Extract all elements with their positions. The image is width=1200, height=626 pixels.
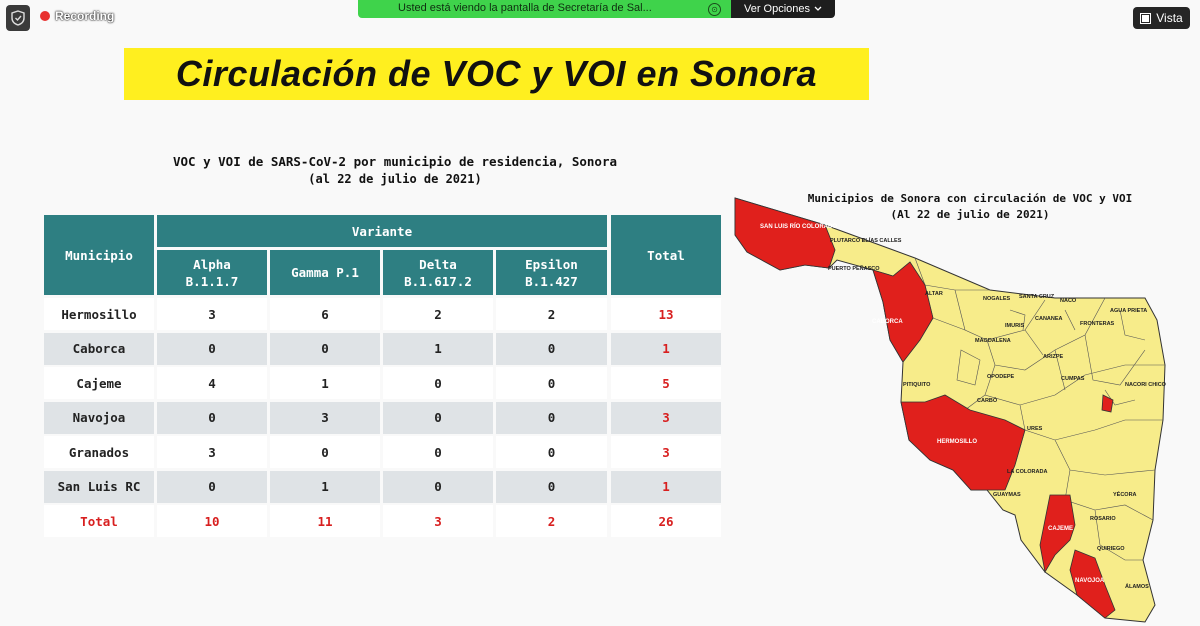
map-caption-date: (Al 22 de julio de 2021): [890, 208, 1050, 221]
map-label: MAGDALENA: [975, 338, 1011, 344]
map-label: PLUTARCO ELÍAS CALLES: [830, 238, 902, 244]
table-total-value: 3: [383, 505, 493, 537]
table-cell-value: 0: [270, 436, 380, 468]
table-cell-municipio: Cajeme: [44, 367, 154, 399]
header-municipio: Municipio: [44, 215, 154, 295]
sonora-map: [725, 190, 1175, 626]
header-variant-epsilon: [496, 250, 607, 295]
recording-indicator: [40, 9, 114, 23]
header-variante: Variante: [157, 215, 607, 247]
variant-lineage: B.1.1.7: [185, 273, 239, 289]
map-label: HERMOSILLO: [937, 439, 977, 445]
map-label: QUIRIEGO: [1097, 546, 1125, 552]
table-cell-value: 0: [270, 333, 380, 365]
record-dot-icon: [40, 11, 50, 21]
table-total-label: Total: [44, 505, 154, 537]
share-notice-box: [358, 0, 731, 18]
table-cell-value: 6: [270, 298, 380, 330]
variant-lineage: B.1.427: [525, 273, 578, 289]
view-options-button[interactable]: [731, 0, 835, 18]
table-caption: VOC y VOI de SARS-CoV-2 por municipio de residencia, Sonora: [172, 154, 617, 169]
recording-label: Recording: [55, 9, 115, 23]
map-label: ALTAR: [925, 291, 943, 297]
table-grand-total: 26: [611, 505, 721, 537]
variant-name: Gamma P.1: [291, 265, 359, 280]
table-cell-municipio: Navojoa: [44, 402, 154, 434]
variant-lineage: B.1.617.2: [404, 273, 472, 289]
table-cell-municipio: Granados: [44, 436, 154, 468]
share-notice-text: Usted está viendo la pantalla de Secretaría de Sal...: [398, 2, 652, 14]
view-button[interactable]: [1133, 7, 1190, 29]
table-cell-value: 3: [270, 402, 380, 434]
table-cell-value: 0: [496, 402, 607, 434]
map-label: ÁLAMOS: [1125, 584, 1149, 590]
header-variant-delta: [383, 250, 493, 295]
variant-name: Delta: [419, 256, 457, 272]
map-label: SANTA CRUZ: [1019, 294, 1055, 300]
table-cell-value: 0: [496, 333, 607, 365]
table-cell-value: 0: [383, 436, 493, 468]
map-label: NACO: [1060, 298, 1077, 304]
chevron-down-icon: [814, 6, 822, 12]
shield-icon: [11, 10, 25, 26]
header-variant-gamma: [270, 250, 380, 295]
map-label: NOGALES: [983, 296, 1011, 302]
map-label: ROSARIO: [1090, 516, 1116, 522]
table-total-value: 10: [157, 505, 267, 537]
screen-share-banner: [358, 0, 835, 20]
map-caption: Municipios de Sonora con circulación de VOC y VOI: [807, 192, 1133, 205]
map-label: CANANEA: [1035, 316, 1063, 322]
map-label: ARIZPE: [1043, 354, 1064, 360]
map-label: NAVOJOA: [1075, 578, 1105, 584]
table-total-value: 11: [270, 505, 380, 537]
table-cell-row-total: 1: [611, 333, 721, 365]
map-label: PITIQUITO: [903, 382, 931, 388]
table-cell-row-total: 13: [611, 298, 721, 330]
region-san-luis-rio-colorado: [735, 198, 838, 270]
map-label: SAN LUIS RÍO COLORADO: [760, 224, 838, 230]
view-label: Vista: [1156, 11, 1183, 25]
table-cell-value: 0: [496, 436, 607, 468]
table-cell-value: 1: [270, 471, 380, 503]
map-label: CARBÓ: [977, 398, 998, 404]
variant-name: Epsilon: [525, 256, 578, 272]
map-label: CUMPAS: [1061, 376, 1085, 382]
table-cell-row-total: 1: [611, 471, 721, 503]
table-cell-value: 2: [496, 298, 607, 330]
table-cell-value: 4: [157, 367, 267, 399]
table-cell-value: 0: [157, 471, 267, 503]
security-shield-button[interactable]: [6, 5, 30, 31]
table-cell-value: 0: [157, 333, 267, 365]
table-cell-row-total: 3: [611, 436, 721, 468]
table-cell-value: 3: [157, 298, 267, 330]
header-variant-alpha: [157, 250, 267, 295]
table-cell-value: 0: [496, 471, 607, 503]
map-label: CAJEME: [1048, 526, 1074, 532]
map-label: FRONTERAS: [1080, 321, 1115, 327]
map-label: YÉCORA: [1113, 492, 1137, 498]
map-label: CABORCA: [872, 319, 903, 325]
slide-title-band: [124, 48, 869, 100]
table-cell-value: 0: [383, 471, 493, 503]
table-cell-value: 3: [157, 436, 267, 468]
header-total: Total: [611, 215, 721, 295]
map-label: AGUA PRIETA: [1110, 308, 1148, 314]
table-caption-date: (al 22 de julio de 2021): [308, 172, 482, 186]
table-cell-value: 0: [157, 402, 267, 434]
table-total-value: 2: [496, 505, 607, 537]
table-cell-value: 0: [383, 367, 493, 399]
stop-share-icon[interactable]: ⊙: [708, 3, 721, 16]
table-cell-value: 0: [496, 367, 607, 399]
table-cell-value: 2: [383, 298, 493, 330]
table-cell-row-total: 3: [611, 402, 721, 434]
table-cell-value: 0: [383, 402, 493, 434]
map-label: LA COLORADA: [1007, 469, 1048, 475]
map-label: GUAYMAS: [993, 492, 1021, 498]
table-cell-municipio: Hermosillo: [44, 298, 154, 330]
table-cell-municipio: San Luis RC: [44, 471, 154, 503]
map-label: NACORI CHICO: [1125, 382, 1166, 388]
map-label: PUERTO PEÑASCO: [828, 266, 880, 272]
slide-title: Circulación de VOC y VOI en Sonora: [175, 53, 818, 94]
table-cell-row-total: 5: [611, 367, 721, 399]
table-cell-value: 1: [270, 367, 380, 399]
variant-name: Alpha: [193, 256, 231, 272]
table-cell-value: 1: [383, 333, 493, 365]
map-label: OPODEPE: [987, 374, 1015, 380]
map-label: URES: [1027, 426, 1043, 432]
map-label: IMURIS: [1005, 323, 1025, 329]
grid-view-icon: [1140, 13, 1151, 24]
table-cell-municipio: Caborca: [44, 333, 154, 365]
view-options-label: Ver Opciones: [743, 3, 811, 15]
